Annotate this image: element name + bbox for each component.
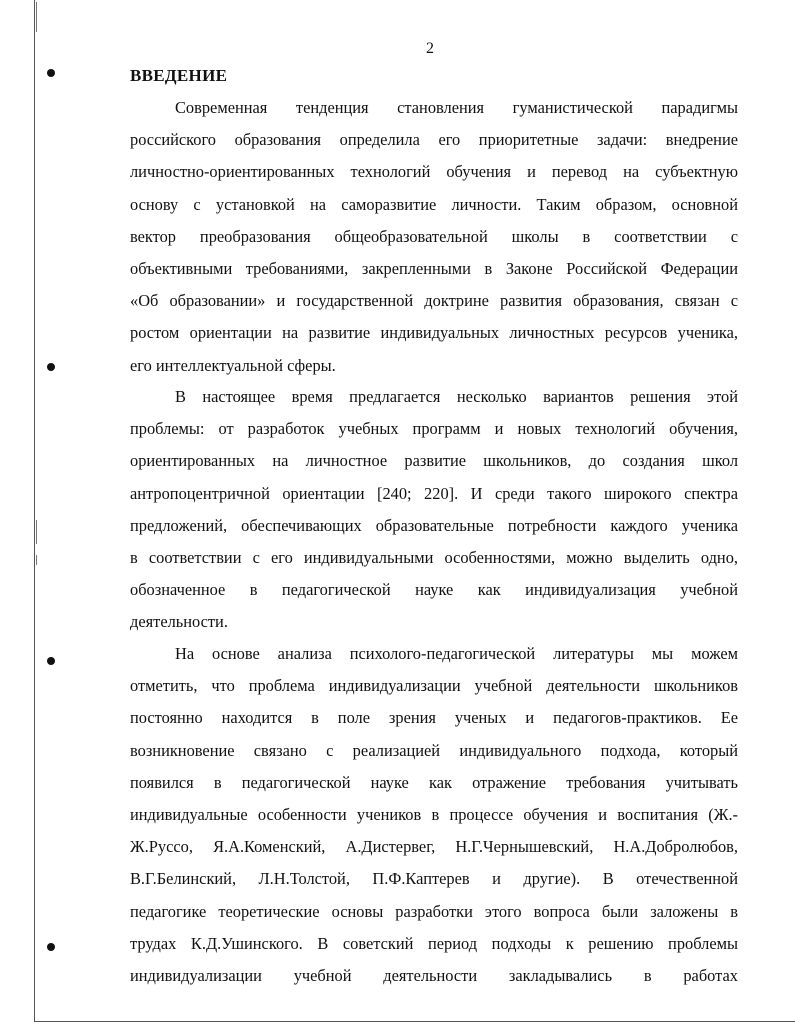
text-line: отметить, что проблема индивидуализации учебной деятельности школьников [130,676,738,696]
paragraph [130,381,738,639]
text-line: проблемы: от разработок учебных программ и новых технологий обучения, [130,419,738,439]
hole-punch-mark [47,657,55,665]
text-line: педагогике теоретические основы разработки этого вопроса были заложены в [130,901,738,921]
text-line: деятельности. [130,612,228,632]
text-line: личностно-ориентированных технологий обучения и перевод на субъектную [130,162,738,182]
text-line: трудах К.Д.Ушинского. В советский период подходы к решению проблемы [130,933,738,953]
text-line: индивидуализации учебной деятельности закладывались в работах [130,965,738,985]
section-heading: ВВЕДЕНИЕ [130,66,228,85]
text-line: В.Г.Белинский, Л.Н.Толстой, П.Ф.Каптерев и другие). В отечественной [130,869,738,889]
text-line: ростом ориентации на развитие индивидуальных личностных ресурсов ученика, [130,323,738,343]
text-line: Современная тенденция становления гуманистической парадигмы [175,98,738,117]
page-number: 2 [426,40,434,57]
margin-tick [36,520,37,544]
text-line: предложений, обеспечивающих образовательные потребности каждого ученика [130,515,738,535]
text-line: его интеллектуальной сферы. [130,355,336,375]
hole-punch-mark [47,69,55,77]
margin-tick [36,2,37,32]
text-line: вектор преобразования общеобразовательной школы в соответствии с [130,226,738,246]
paragraph [130,92,738,382]
text-line: объективными требованиями, закрепленными в Законе Российской Федерации [130,258,738,278]
text-line: российского образования определила его приоритетные задачи: внедрение [130,130,738,150]
left-margin-line [34,0,35,1022]
text-line: антропоцентричной ориентации [240; 220]. И среди такого широкого спектра [130,483,738,503]
text-line: возникновение связано с реализацией индивидуального подхода, который [130,740,738,760]
text-line: На основе анализа психолого-педагогической литературы мы можем [175,644,738,663]
text-line: индивидуальные особенности учеников в процессе обучения и воспитания (Ж.- [130,804,738,824]
text-line: В настоящее время предлагается несколько вариантов решения этой [175,387,738,406]
hole-punch-mark [47,363,55,371]
margin-tick [36,555,37,565]
text-line: обозначенное в педагогической науке как индивидуализация учебной [130,580,738,600]
hole-punch-mark [47,943,55,951]
text-line: «Об образовании» и государственной доктрине развития образования, связан с [130,291,738,311]
text-line: Ж.Руссо, Я.А.Коменский, А.Дистервег, Н.Г.Чернышевский, Н.А.Добролюбов, [130,837,738,857]
bottom-margin-line [34,1021,795,1022]
text-line: ориентированных на личностное развитие школьников, до создания школ [130,451,738,471]
text-line: основу с установкой на саморазвитие личности. Таким образом, основной [130,194,738,214]
text-line: в соответствии с его индивидуальными особенностями, можно выделить одно, [130,547,738,567]
text-line: постоянно находится в поле зрения ученых и педагогов-практиков. Ее [130,708,738,728]
paragraph [130,638,738,992]
text-line: появился в педагогической науке как отражение требования учитывать [130,772,738,792]
